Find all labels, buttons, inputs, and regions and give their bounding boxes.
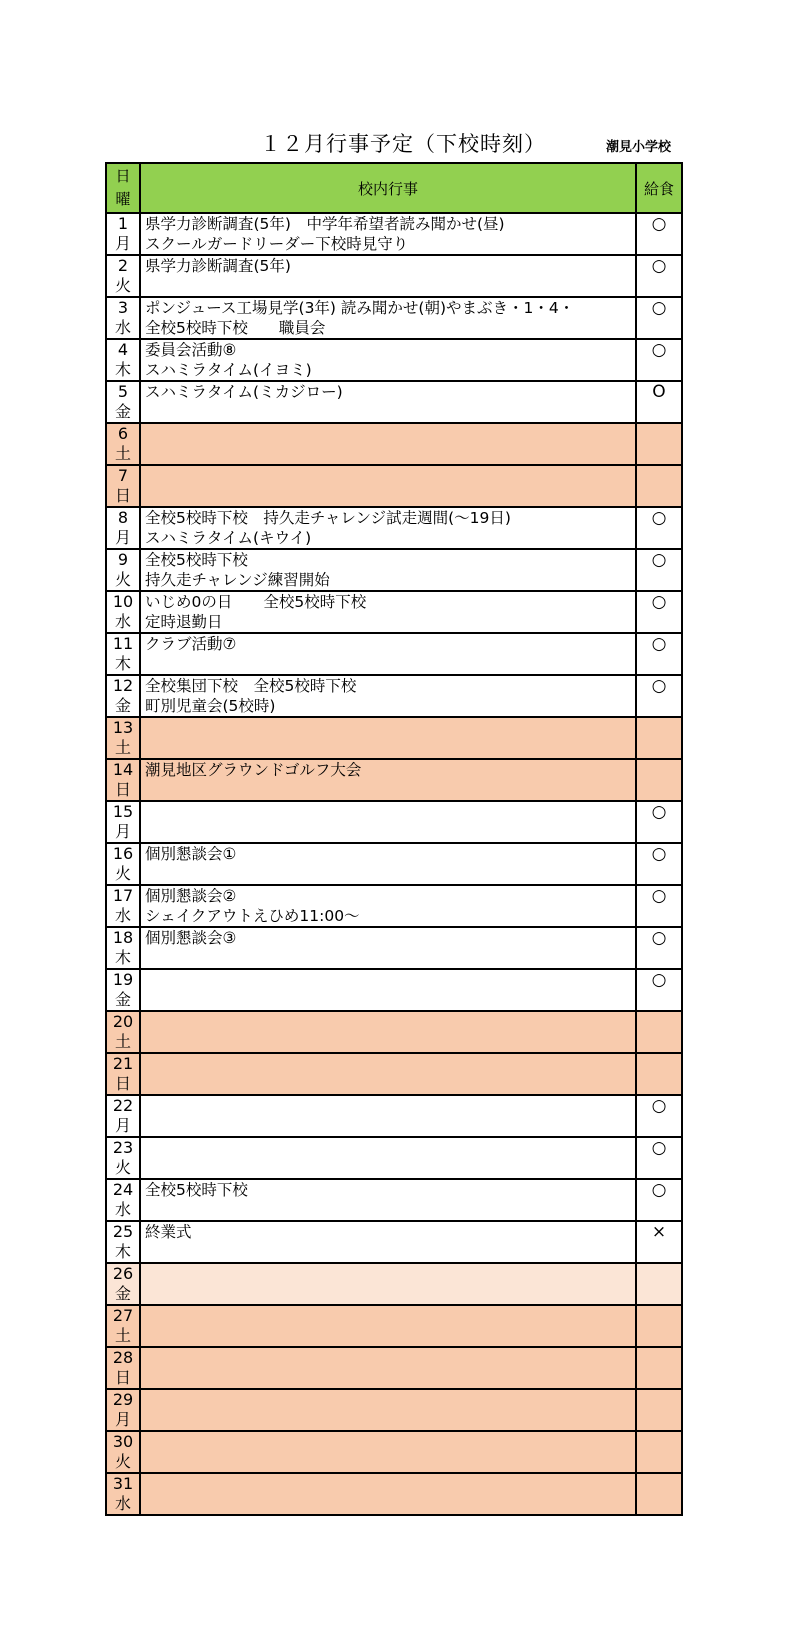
events-cell <box>140 1389 636 1431</box>
day-cell <box>106 465 140 507</box>
header-row <box>106 163 682 213</box>
day-cell <box>106 1011 140 1053</box>
event-line-1: 委員会活動⑧ <box>145 341 237 359</box>
day-number: 9 <box>117 550 129 569</box>
lunch-cell <box>636 759 682 801</box>
weekday: 水 <box>114 612 131 631</box>
events-cell <box>140 1305 636 1347</box>
event-line-1: 個別懇談会② <box>145 887 237 905</box>
lunch-cell <box>636 423 682 465</box>
table-row <box>106 1389 682 1431</box>
weekday: 火 <box>114 1158 131 1177</box>
table-row <box>106 1011 682 1053</box>
weekday: 火 <box>114 570 131 589</box>
day-number: 2 <box>117 256 129 275</box>
day-cell <box>106 1095 140 1137</box>
table-row <box>106 1431 682 1473</box>
lunch-cell: ○ <box>636 675 682 717</box>
lunch-cell: ○ <box>636 549 682 591</box>
event-line-2: 全校5校時下校 職員会 <box>145 319 326 337</box>
day-column-header <box>106 163 140 213</box>
table-row <box>106 255 682 297</box>
weekday: 水 <box>114 1200 131 1219</box>
lunch-cell: ○ <box>636 339 682 381</box>
lunch-cell: ○ <box>636 969 682 1011</box>
weekday: 木 <box>114 654 131 673</box>
events-cell <box>140 1179 636 1221</box>
event-line-1: 県学力診断調査(5年) 中学年希望者読み聞かせ(昼) <box>145 215 505 233</box>
events-cell <box>140 381 636 423</box>
day-number: 20 <box>112 1012 134 1031</box>
weekday: 火 <box>114 1452 131 1471</box>
lunch-cell: ○ <box>636 843 682 885</box>
events-cell <box>140 759 636 801</box>
table-row <box>106 213 682 255</box>
day-cell <box>106 297 140 339</box>
table-row <box>106 843 682 885</box>
table-row <box>106 1179 682 1221</box>
table-row <box>106 381 682 423</box>
day-cell <box>106 885 140 927</box>
weekday: 火 <box>114 276 131 295</box>
day-cell <box>106 1305 140 1347</box>
table-row <box>106 465 682 507</box>
day-cell <box>106 1221 140 1263</box>
weekday: 水 <box>114 906 131 925</box>
day-number: 23 <box>112 1138 134 1157</box>
lunch-cell <box>636 1263 682 1305</box>
lunch-cell: ○ <box>636 885 682 927</box>
events-cell <box>140 465 636 507</box>
events-cell <box>140 507 636 549</box>
events-cell <box>140 1011 636 1053</box>
lunch-cell: ○ <box>636 1095 682 1137</box>
table-row <box>106 339 682 381</box>
day-cell <box>106 927 140 969</box>
day-number: 6 <box>117 424 129 443</box>
table-row <box>106 885 682 927</box>
weekday: 木 <box>114 1242 131 1261</box>
event-line-1: スハミラタイム(ミカジロー) <box>145 383 343 401</box>
event-line-1: クラブ活動⑦ <box>145 635 237 653</box>
table-row <box>106 759 682 801</box>
table-row <box>106 1221 682 1263</box>
day-cell <box>106 339 140 381</box>
school-name: 潮見小学校 <box>606 140 672 155</box>
lunch-cell <box>636 717 682 759</box>
day-cell <box>106 213 140 255</box>
table-row <box>106 801 682 843</box>
events-cell <box>140 339 636 381</box>
lunch-cell: ○ <box>636 1137 682 1179</box>
lunch-cell <box>636 1011 682 1053</box>
weekday: 月 <box>114 1116 131 1135</box>
day-cell <box>106 1053 140 1095</box>
weekday: 土 <box>114 444 131 463</box>
day-number: 8 <box>117 508 129 527</box>
day-cell <box>106 633 140 675</box>
day-cell <box>106 255 140 297</box>
lunch-cell <box>636 1473 682 1515</box>
lunch-cell: ○ <box>636 213 682 255</box>
event-line-1: 全校5校時下校 <box>145 1181 248 1199</box>
event-line-1: 全校5校時下校 持久走チャレンジ試走週間(～19日) <box>145 509 511 527</box>
events-cell <box>140 255 636 297</box>
table-row <box>106 549 682 591</box>
day-number: 31 <box>112 1474 134 1493</box>
events-cell <box>140 969 636 1011</box>
event-line-2: スハミラタイム(イヨミ) <box>145 361 312 379</box>
lunch-cell: ○ <box>636 801 682 843</box>
table-row <box>106 969 682 1011</box>
lunch-cell: × <box>636 1221 682 1263</box>
lunch-cell <box>636 1389 682 1431</box>
weekday: 日 <box>114 486 131 505</box>
day-number: 25 <box>112 1222 134 1241</box>
events-cell <box>140 843 636 885</box>
weekday: 金 <box>114 402 131 421</box>
table-row <box>106 927 682 969</box>
events-cell <box>140 1473 636 1515</box>
lunch-cell: ○ <box>636 297 682 339</box>
event-line-2: 定時退勤日 <box>145 613 223 631</box>
event-line-2: 町別児童会(5校時) <box>145 697 276 715</box>
lunch-cell: ○ <box>636 591 682 633</box>
day-cell <box>106 507 140 549</box>
table-row <box>106 1095 682 1137</box>
table-row <box>106 675 682 717</box>
lunch-cell: O <box>636 381 682 423</box>
day-number: 4 <box>117 340 129 359</box>
events-cell <box>140 1095 636 1137</box>
events-cell <box>140 885 636 927</box>
day-number: 14 <box>112 760 134 779</box>
weekday: 日 <box>114 780 131 799</box>
event-line-1: 全校5校時下校 <box>145 551 248 569</box>
table-row <box>106 1137 682 1179</box>
day-cell <box>106 675 140 717</box>
day-number: 29 <box>112 1390 134 1409</box>
weekday: 日 <box>114 1074 131 1093</box>
day-cell <box>106 549 140 591</box>
day-cell <box>106 1263 140 1305</box>
lunch-cell <box>636 1431 682 1473</box>
lunch-cell: ○ <box>636 255 682 297</box>
events-cell <box>140 591 636 633</box>
table-row <box>106 1347 682 1389</box>
weekday: 水 <box>114 318 131 337</box>
event-line-1: 全校集団下校 全校5校時下校 <box>145 677 357 695</box>
weekday: 火 <box>114 864 131 883</box>
weekday: 水 <box>114 1494 131 1513</box>
day-cell <box>106 381 140 423</box>
events-cell <box>140 1263 636 1305</box>
day-cell <box>106 1431 140 1473</box>
events-cell <box>140 801 636 843</box>
day-number: 28 <box>112 1348 134 1367</box>
event-line-2: スクールガードリーダー下校時見守り <box>145 235 409 253</box>
day-cell <box>106 591 140 633</box>
event-line-1: 潮見地区グラウンドゴルフ大会 <box>145 761 362 779</box>
day-number: 15 <box>112 802 134 821</box>
day-number: 16 <box>112 844 134 863</box>
events-cell <box>140 927 636 969</box>
weekday: 金 <box>114 990 131 1009</box>
day-number: 30 <box>112 1432 134 1451</box>
event-line-2: シェイクアウトえひめ11:00～ <box>145 907 360 925</box>
table-row <box>106 297 682 339</box>
table-row <box>106 1053 682 1095</box>
weekday: 日 <box>114 1368 131 1387</box>
table-row <box>106 633 682 675</box>
day-header-bottom: 曜 <box>115 190 131 208</box>
table-row <box>106 423 682 465</box>
day-header-top: 日 <box>115 167 131 185</box>
lunch-cell <box>636 1305 682 1347</box>
event-line-2: スハミラタイム(キウイ) <box>145 529 312 547</box>
event-line-2: 持久走チャレンジ練習開始 <box>145 571 330 589</box>
events-cell <box>140 297 636 339</box>
day-number: 24 <box>112 1180 134 1199</box>
day-cell <box>106 1179 140 1221</box>
lunch-cell: ○ <box>636 927 682 969</box>
events-cell <box>140 633 636 675</box>
table-row <box>106 717 682 759</box>
weekday: 金 <box>114 696 131 715</box>
day-cell <box>106 1473 140 1515</box>
lunch-column-header: 給食 <box>636 163 682 213</box>
lunch-cell <box>636 1347 682 1389</box>
events-cell <box>140 1137 636 1179</box>
event-line-1: 終業式 <box>145 1223 192 1241</box>
event-line-1: ポンジュース工場見学(3年) 読み聞かせ(朝)やまぶき・1・4・ <box>145 299 575 317</box>
weekday: 金 <box>114 1284 131 1303</box>
table-row <box>106 1473 682 1515</box>
day-number: 13 <box>112 718 134 737</box>
day-number: 19 <box>112 970 134 989</box>
day-number: 18 <box>112 928 134 947</box>
weekday: 月 <box>114 1410 131 1429</box>
day-cell <box>106 843 140 885</box>
weekday: 木 <box>114 360 131 379</box>
day-number: 11 <box>112 634 134 653</box>
lunch-cell <box>636 465 682 507</box>
day-number: 21 <box>112 1054 134 1073</box>
table-row <box>106 507 682 549</box>
table-row <box>106 1263 682 1305</box>
events-cell <box>140 1221 636 1263</box>
day-cell <box>106 969 140 1011</box>
day-number: 22 <box>112 1096 134 1115</box>
day-cell <box>106 1389 140 1431</box>
day-cell <box>106 759 140 801</box>
day-number: 26 <box>112 1264 134 1283</box>
events-cell <box>140 213 636 255</box>
events-cell <box>140 1053 636 1095</box>
day-number: 12 <box>112 676 134 695</box>
weekday: 月 <box>114 822 131 841</box>
weekday: 土 <box>114 1326 131 1345</box>
day-cell <box>106 801 140 843</box>
day-cell <box>106 1137 140 1179</box>
events-cell <box>140 1431 636 1473</box>
day-cell <box>106 717 140 759</box>
day-number: 27 <box>112 1306 134 1325</box>
day-number: 10 <box>112 592 134 611</box>
schedule-table <box>105 162 683 1516</box>
events-cell <box>140 675 636 717</box>
weekday: 月 <box>114 234 131 253</box>
page-title: １２月行事予定（下校時刻） <box>260 132 546 156</box>
event-line-1: 個別懇談会③ <box>145 929 237 947</box>
weekday: 土 <box>114 1032 131 1051</box>
events-cell <box>140 423 636 465</box>
weekday: 土 <box>114 738 131 757</box>
lunch-cell: ○ <box>636 507 682 549</box>
event-line-1: いじめ0の日 全校5校時下校 <box>145 593 367 611</box>
lunch-cell <box>636 1053 682 1095</box>
day-number: 3 <box>117 298 129 317</box>
lunch-cell: ○ <box>636 633 682 675</box>
day-number: 7 <box>117 466 129 485</box>
day-cell <box>106 423 140 465</box>
day-number: 1 <box>117 214 129 233</box>
lunch-cell: ○ <box>636 1179 682 1221</box>
events-column-header: 校内行事 <box>140 163 636 213</box>
weekday: 月 <box>114 528 131 547</box>
table-row <box>106 1305 682 1347</box>
events-cell <box>140 549 636 591</box>
day-cell <box>106 1347 140 1389</box>
event-line-1: 個別懇談会① <box>145 845 237 863</box>
table-row <box>106 591 682 633</box>
day-number: 5 <box>117 382 129 401</box>
day-number: 17 <box>112 886 134 905</box>
events-cell <box>140 1347 636 1389</box>
events-cell <box>140 717 636 759</box>
event-line-1: 県学力診断調査(5年) <box>145 257 291 275</box>
weekday: 木 <box>114 948 131 967</box>
